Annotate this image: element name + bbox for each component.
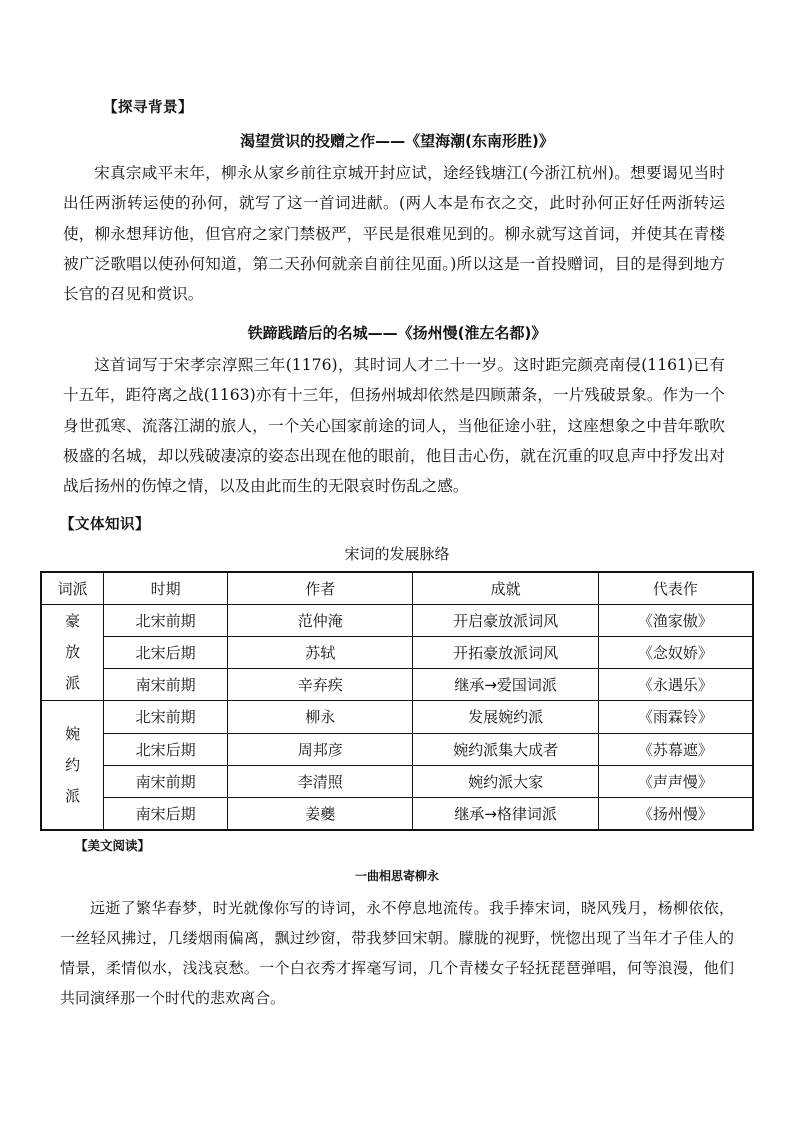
work-cell: 《苏幕遮》	[598, 733, 753, 765]
table-header-row	[41, 572, 753, 605]
header-achievement: 成就	[413, 572, 598, 605]
table-row	[41, 797, 753, 830]
school-name: 豪 放 派	[65, 612, 81, 693]
period-cell: 南宋前期	[104, 669, 228, 701]
author-cell: 范仲淹	[227, 605, 412, 637]
table-row	[41, 701, 753, 733]
header-author: 作者	[227, 572, 412, 605]
period-cell: 北宋前期	[104, 701, 228, 733]
header-school: 词派	[41, 572, 104, 605]
achievement-cell: 婉约派集大成者	[413, 733, 598, 765]
header-period: 时期	[104, 572, 228, 605]
school-cell-wanyue	[41, 701, 104, 830]
achievement-cell: 继承→格律词派	[413, 797, 598, 830]
author-cell: 姜夔	[227, 797, 412, 830]
essay-paragraph: 远逝了繁华春梦，时光就像你写的诗词，永不停息地流传。我手捧宋词，晓风残月，杨柳依依，一丝轻风拂过，几缕烟雨偏离，飘过纱窗，带我梦回宋朝。朦胧的视野，恍惚出现了当年才子佳人的情景，柔情似水，浅浅哀愁。一个白衣秀才挥毫写词，几个青楼女子轻抚琵琶弹唱，何等浪漫，他们共同演绎那一个时代的悲欢离合。	[60, 899, 734, 1007]
paragraph-wanghaichao: 宋真宗咸平末年，柳永从家乡前往京城开封应试，途经钱塘江(今浙江杭州)。想要谒见当时出任两浙转运使的孙何，就写了这一首词进献。(两人本是布衣之交，此时孙何正好任两浙转运使，柳永想拜访他，但官府之家门禁极严，平民是很难见到的。柳永就写这首词，并使其在青楼被广泛歌唱以使孙何知道，第二天孙何就亲自前往见面。)所以这是一首投赠词，目的是得到地方长官的召见和赏识。	[63, 164, 725, 304]
song-ci-development-table	[40, 571, 754, 831]
period-cell: 北宋后期	[104, 637, 228, 669]
paragraph-yangzhoumang: 这首词写于宋孝宗淳熙三年(1176)，其时词人才二十一岁。这时距完颜亮南侵(1161)已有十五年，距符离之战(1163)亦有十三年，但扬州城却依然是四顾萧条，一片残破景象。作为一个身世孤寒、流落江湖的旅人，一个关心国家前途的词人，当他征途小驻，这座想象之中昔年歌吹极盛的名城，却以残破凄凉的姿态出现在他的眼前，他目击心伤，就在沉重的叹息声中抒发出对战后扬州的伤悼之情，以及由此而生的无限哀时伤乱之感。	[63, 356, 725, 496]
author-cell: 苏轼	[227, 637, 412, 669]
achievement-cell: 婉约派大家	[413, 765, 598, 797]
work-cell: 《声声慢》	[598, 765, 753, 797]
work-cell: 《雨霖铃》	[598, 701, 753, 733]
table-caption: 宋词的发展脉络	[344, 545, 450, 563]
achievement-cell: 继承→爱国词派	[413, 669, 598, 701]
achievement-cell: 开启豪放派词风	[413, 605, 598, 637]
school-cell-haofang	[41, 605, 104, 701]
author-cell: 李清照	[227, 765, 412, 797]
section-heading-background: 【探寻背景】	[103, 100, 193, 116]
table-row	[41, 733, 753, 765]
table-row	[41, 765, 753, 797]
period-cell: 北宋后期	[104, 733, 228, 765]
period-cell: 南宋后期	[104, 797, 228, 830]
section-heading-genre: 【文体知识】	[60, 517, 150, 533]
author-cell: 柳永	[227, 701, 412, 733]
work-cell: 《永遇乐》	[598, 669, 753, 701]
work-cell: 《渔家傲》	[598, 605, 753, 637]
achievement-cell: 发展婉约派	[413, 701, 598, 733]
table-row	[41, 669, 753, 701]
author-cell: 辛弃疾	[227, 669, 412, 701]
period-cell: 北宋前期	[104, 605, 228, 637]
header-work: 代表作	[598, 572, 753, 605]
work-cell: 《扬州慢》	[598, 797, 753, 830]
section-heading-reading: 【美文阅读】	[75, 838, 151, 853]
period-cell: 南宋前期	[104, 765, 228, 797]
work-cell: 《念奴娇》	[598, 637, 753, 669]
table-row	[41, 637, 753, 669]
author-cell: 周邦彦	[227, 733, 412, 765]
achievement-cell: 开拓豪放派词风	[413, 637, 598, 669]
subtitle-wanghaichao: 渴望赏识的投赠之作——《望海潮(东南形胜)》	[240, 132, 554, 150]
school-name: 婉 约 派	[65, 724, 81, 805]
table-row	[41, 605, 753, 637]
essay-title: 一曲相思寄柳永	[354, 869, 439, 883]
subtitle-yangzhoumang: 铁蹄践踏后的名城——《扬州慢(淮左名都)》	[247, 324, 547, 342]
